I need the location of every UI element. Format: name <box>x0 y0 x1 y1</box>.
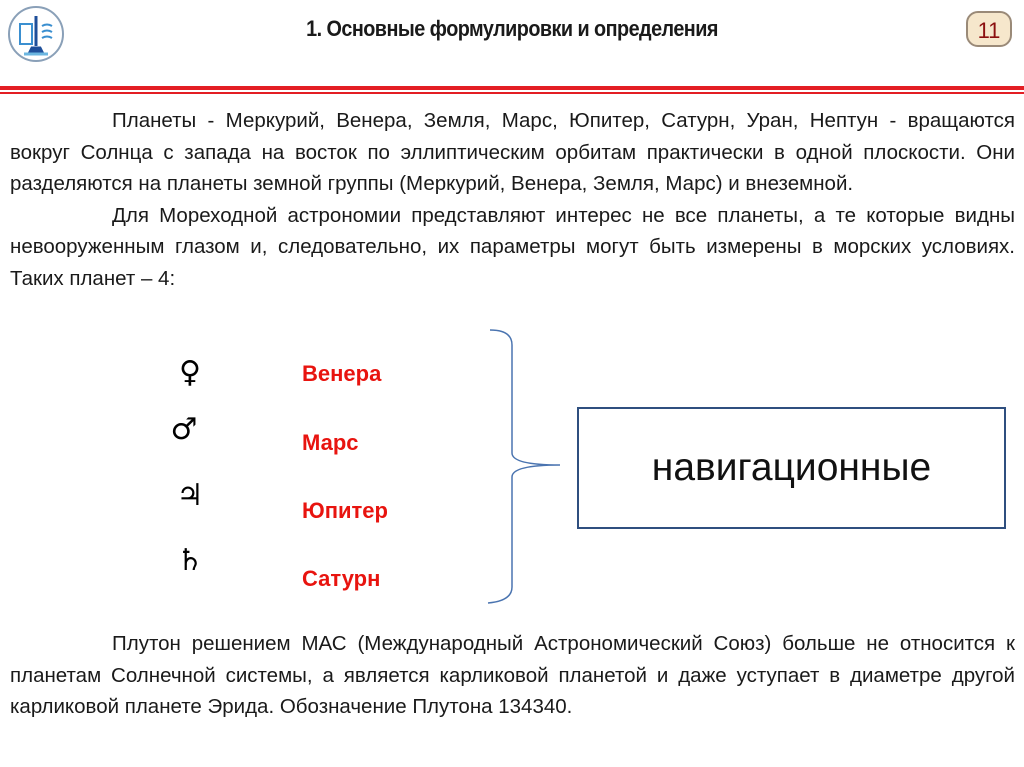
jupiter-icon: ♃ <box>176 478 204 513</box>
mars-icon: ♂ <box>170 412 198 447</box>
planet-name-saturn: Сатурн <box>302 566 381 591</box>
header-divider <box>0 86 1024 90</box>
navigational-label-box: навигационные <box>577 407 1006 529</box>
planet-name-venus: Венера <box>302 361 382 386</box>
planets-paragraph: Планеты - Меркурий, Венера, Земля, Марс, Юпитер, Сатурн, Уран, Нептун - вращаются вокруг Солнца с запада на восток по эллиптическим орбитам практически в одной плоскости. Они разделяются на планеты земной группы (Меркурий, Венера, Земля, Марс) и внеземной. <box>10 109 1015 196</box>
navigation-planets-paragraph: Для Мореходной астрономии представляют интерес не все планеты, а те которые видны невооруженным глазом и, следовательно, их параметры могут быть измерены в морских условиях. Таких планет – 4: <box>10 203 1015 290</box>
curly-brace <box>480 325 580 610</box>
intro-text <box>10 105 1015 295</box>
planet-name-mars: Марс <box>302 430 359 455</box>
slide-title: 1. Основные формулировки и определения <box>306 16 718 41</box>
planet-name-jupiter: Юпитер <box>302 498 388 523</box>
page-number-badge: 11 <box>966 11 1012 47</box>
header-divider-thin <box>0 92 1024 94</box>
venus-icon: ♀ <box>179 355 201 390</box>
pluto-paragraph: Плутон решением МАС (Международный Астрономический Союз) больше не относится к планетам Солнечной системы, а является карликовой планетой и даже уступает в диаметре другой карликовой планете Эрида. Обозначение Плутона 134340. <box>10 632 1015 719</box>
saturn-icon: ♄ <box>176 543 204 578</box>
pluto-text <box>10 628 1015 723</box>
